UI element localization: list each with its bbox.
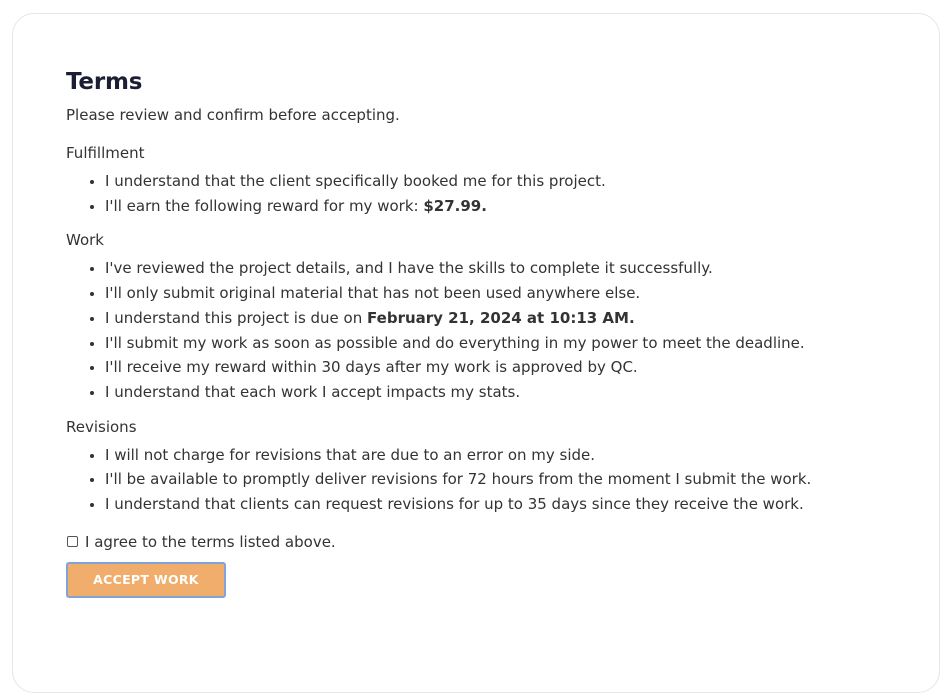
list-item-text: I understand that each work I accept impacts my stats.	[105, 382, 521, 401]
terms-content	[66, 68, 926, 598]
section-title-work: Work	[66, 231, 104, 250]
list-item	[105, 194, 926, 219]
fulfillment-list	[66, 169, 926, 218]
section-title-fulfillment: Fulfillment	[66, 144, 145, 162]
list-item-text: I'll be available to promptly deliver revisions for 72 hours from the moment I submit the work.	[105, 470, 812, 489]
list-item-text: I understand that the client specifically booked me for this project.	[105, 172, 606, 190]
list-item	[105, 306, 926, 331]
list-item	[105, 331, 926, 356]
reward-amount: $27.99.	[423, 196, 487, 215]
list-item	[105, 169, 926, 194]
revisions-list	[66, 443, 926, 517]
list-item	[105, 256, 926, 281]
list-item	[105, 467, 926, 492]
list-item-text: I will not charge for revisions that are due to an error on my side.	[105, 445, 596, 464]
list-item-text: I'll only submit original material that has not been used anywhere else.	[105, 284, 641, 303]
list-item	[105, 443, 926, 468]
section-title-revisions: Revisions	[66, 417, 137, 436]
list-item-text: I'll submit my work as soon as possible and do everything in my power to meet the deadline.	[105, 333, 805, 352]
agree-label[interactable]: I agree to the terms listed above.	[85, 532, 336, 551]
agree-checkbox[interactable]	[67, 536, 78, 547]
list-item-text: I understand this project is due on	[105, 308, 368, 327]
list-item	[105, 492, 926, 517]
page-title: Terms	[66, 69, 143, 95]
list-item	[105, 281, 926, 306]
list-item-text: I understand that clients can request revisions for up to 35 days since they receive the work.	[105, 495, 804, 514]
work-list	[66, 256, 926, 404]
accept-work-button[interactable]: ACCEPT WORK	[66, 562, 226, 598]
terms-card	[12, 13, 940, 693]
list-item	[105, 355, 926, 380]
due-date: February 21, 2024 at 10:13 AM.	[367, 308, 635, 327]
page-subtitle: Please review and confirm before accepting.	[66, 106, 400, 124]
list-item-text: I'll earn the following reward for my work:	[105, 196, 424, 215]
list-item-text: I've reviewed the project details, and I have the skills to complete it successfully.	[105, 259, 713, 278]
list-item-text: I'll receive my reward within 30 days after my work is approved by QC.	[105, 358, 638, 377]
list-item	[105, 380, 926, 405]
agree-row[interactable]	[66, 532, 926, 552]
